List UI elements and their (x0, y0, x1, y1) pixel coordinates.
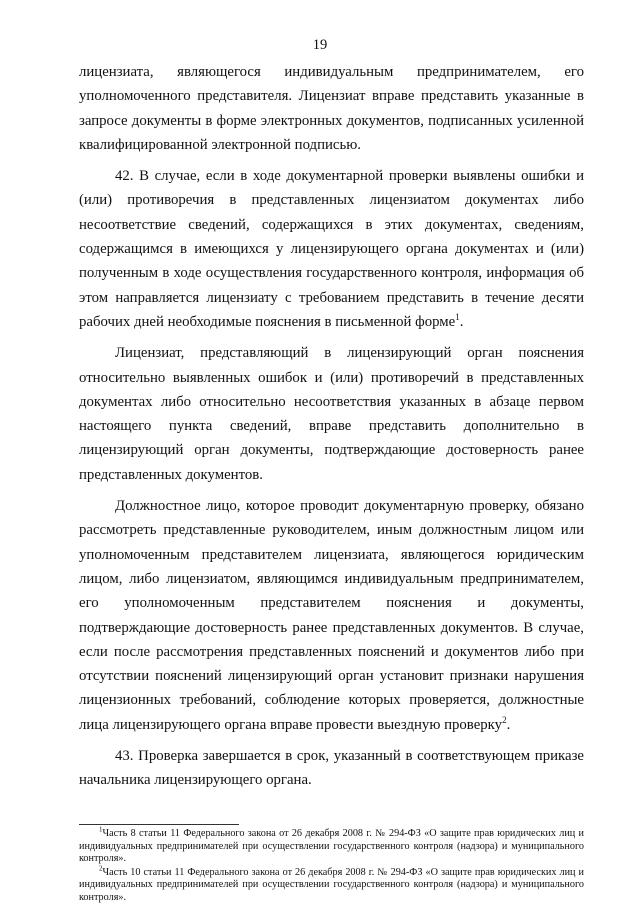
footnote-mark: 2 (99, 864, 103, 873)
paragraph-tail: . (459, 313, 464, 330)
paragraph-item-43 (79, 744, 584, 793)
page-number: 19 (312, 37, 328, 53)
paragraph-item-42 (79, 164, 584, 334)
footnote-mark: 1 (99, 825, 103, 834)
paragraph-text: Лицензиат, представляющий в лицензирующий орган пояснения относительно выявленных ошибок и (или) противоречий в представленных документах либо относительно несоответствия указанных в абзаце первом настоящего пункта сведений, вправе представить дополнительно в лицензирующий орган документы, подтверждающие достоверность ранее представленных документов. (79, 345, 584, 483)
footnote-2 (79, 864, 584, 905)
paragraph-official-review (79, 494, 584, 737)
footnote-reference[interactable]: 1 (455, 312, 460, 323)
paragraph-text: лицензиата, являющегося индивидуальным предпринимателем, его уполномоченного представителя. Лицензиат вправе представить указанные в запросе документы в форме электронных документов, подписанных усиленной квалифицированной электронной подписью. (79, 64, 584, 153)
footnote-text: Часть 10 статьи 11 Федерального закона от 26 декабря 2008 г. № 294-ФЗ «О защите прав юридических лиц и индивидуальных предпринимателей при осуществлении государственного контроля (надзора) и муниципального контроля». (79, 866, 584, 903)
footnote-text: Часть 8 статьи 11 Федерального закона от 26 декабря 2008 г. № 294-ФЗ «О защите прав юридических лиц и индивидуальных предпринимателей при осуществлении государственного контроля (надзора) и муниципального контроля». (79, 828, 584, 865)
footnotes (79, 825, 584, 906)
paragraph-text: 43. Проверка завершается в срок, указанный в соответствующем приказе начальника лицензирующего органа. (79, 748, 584, 789)
footnote-1 (79, 825, 584, 866)
paragraph-continuation (79, 60, 584, 157)
document-body (79, 60, 584, 800)
paragraph-text: Должностное лицо, которое проводит документарную проверку, обязано рассмотреть представленные руководителем, иным должностным лицом или уполномоченным представителем лицензиата, являющегося юридическим лицом, либо лицензиатом, являющимся индивидуальным предпринимателем, его уполномоченным представителем пояснения и документы, подтверждающие достоверность ранее представленных документов. В случае, если после рассмотрения представленных пояснений и документов либо при отсутствии пояснений лицензирующий орган установит признаки нарушения лицензионных требований, соблюдение которых проверяется, должностные лица лицензирующего органа вправе провести выездную проверку (79, 498, 584, 733)
paragraph-text: 42. В случае, если в ходе документарной проверки выявлены ошибки и (или) противоречия в представленных лицензиатом документах либо несоответствие сведений, содержащихся в этих документах, сведениям, содержащимся в имеющихся у лицензирующего органа документах и (или) полученным в ходе осуществления государственного контроля, информация об этом направляется лицензиату с требованием представить в течение десяти рабочих дней необходимые пояснения в письменной форме (79, 168, 584, 330)
footnote-reference[interactable]: 2 (502, 714, 507, 725)
paragraph-licensee-explanations (79, 341, 584, 487)
footnote-separator (79, 824, 239, 825)
paragraph-tail: . (506, 716, 511, 733)
